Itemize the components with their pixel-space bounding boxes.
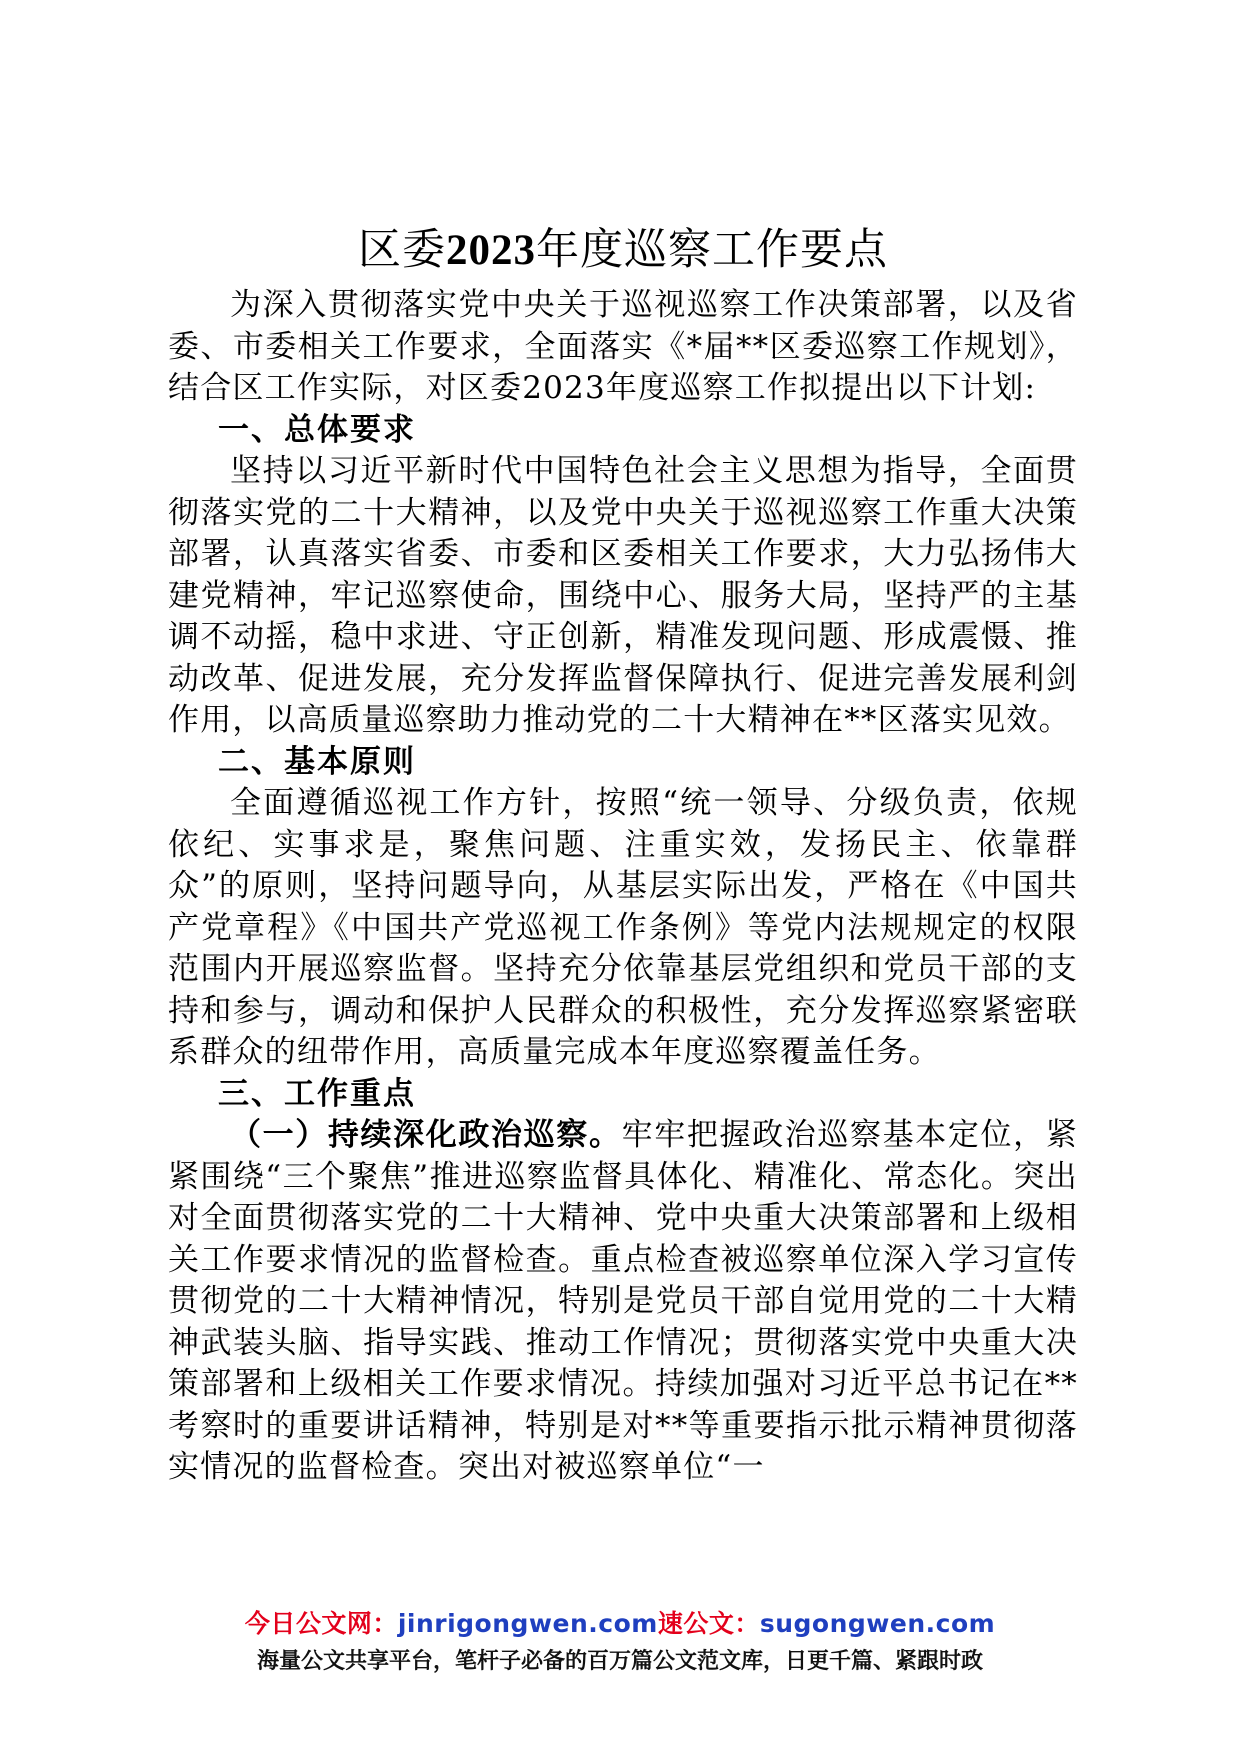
document-title: [168, 220, 1078, 281]
title-year: 2023: [446, 227, 536, 274]
section-body-political-inspection: [168, 1115, 1078, 1489]
section-heading-basic-principles: 二、基本原则: [218, 743, 416, 780]
item-text-political-inspection: 牢牢把握政治巡察基本定位，紧紧围绕“三个聚焦”推进巡察监督具体化、精准化、常态化。突出对全面贯彻落实党的二十大精神、党中央重大决策部署和上级相关工作要求情况的监督检查。重点检查被巡察单位深入学习宣传贯彻党的二十大精神情况，特别是党员干部自觉用党的二十大精神武装头脑、指导实践、推动工作情况；贯彻落实党中央重大决策部署和上级相关工作要求情况。持续加强对习近平总书记在**考察时的重要讲话精神，特别是对**等重要指示批示精神贯彻落实情况的监督检查。突出对被巡察单位“一: [168, 1117, 1078, 1485]
intro-paragraph: 为深入贯彻落实党中央关于巡视巡察工作决策部署，以及省委、市委相关工作要求，全面落实《*届**区委巡察工作规划》，结合区工作实际，对区委2023年度巡察工作拟提出以下计划:: [168, 287, 1078, 406]
item-lead-political-inspection: （一）持续深化政治巡察。: [230, 1117, 622, 1153]
footer-tagline: 海量公文共享平台，笔杆子必备的百万篇公文范文库，日更千篇、紧跟时政: [256, 1649, 983, 1674]
section-heading-overall-requirements: 一、总体要求: [218, 411, 416, 448]
section-body-overall-requirements: 坚持以习近平新时代中国特色社会主义思想为指导，全面贯彻落实党的二十大精神，以及党中央关于巡视巡察工作重大决策部署，认真落实省委、市委和区委相关工作要求，大力弘扬伟大建党精神，牢记巡察使命，围绕中心、服务大局，坚持严的主基调不动摇，稳中求进、守正创新，精准发现问题、形成震慑、推动改革、促进发展，充分发挥监督保障执行、促进完善发展利剑作用，以高质量巡察助力推动党的二十大精神在**区落实见效。: [168, 453, 1078, 738]
section-body-basic-principles: 全面遵循巡视工作方针，按照“统一领导、分级负责，依规依纪、实事求是，聚焦问题、注重实效，发扬民主、依靠群众”的原则，坚持问题导向，从基层实际出发，严格在《中国共产党章程》《中国共产党巡视工作条例》等党内法规规定的权限范围内开展巡察监督。坚持充分依靠基层党组织和党员干部的支持和参与，调动和保护人民群众的积极性，充分发挥巡察紧密联系群众的纽带作用，高质量完成本年度巡察覆盖任务。: [168, 785, 1078, 1070]
title-suffix: 年度巡察工作要点: [536, 225, 888, 275]
footer-link-sugongwen[interactable]: sugongwen.com: [759, 1609, 996, 1638]
footer-label-sugongwen: 速公文：: [657, 1609, 760, 1638]
document-content: [168, 220, 1078, 1489]
section-heading-work-priorities: 三、工作重点: [218, 1075, 416, 1112]
footer-label-jinrigongwen: 今日公文网：: [244, 1609, 398, 1638]
footer-banner: [0, 1606, 1240, 1680]
footer-sites: [0, 1606, 1240, 1642]
footer-link-jinrigongwen[interactable]: jinrigongwen.com: [397, 1609, 658, 1638]
title-prefix: 区委: [358, 225, 446, 275]
